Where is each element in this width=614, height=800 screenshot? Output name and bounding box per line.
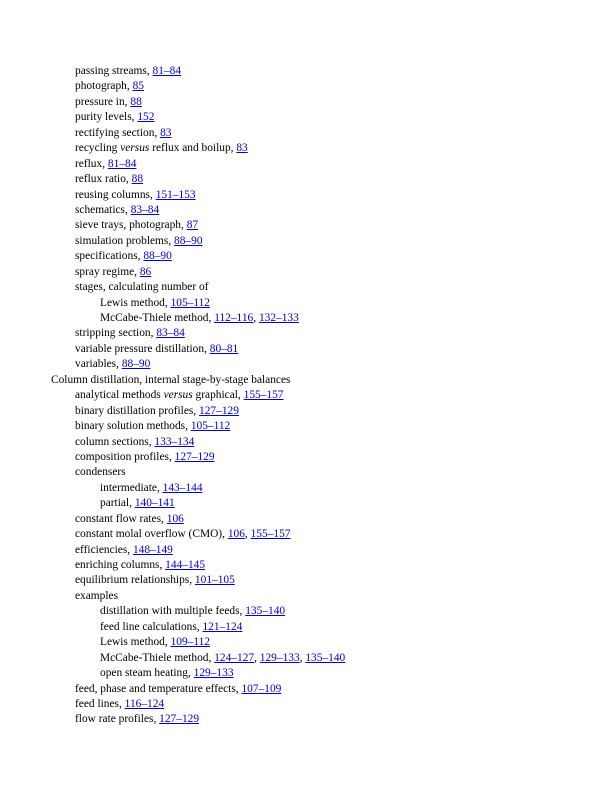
entry-term: partial [100,497,130,510]
index-heading [0,373,614,388]
index-subentry: Lewis method, 105–112 [100,296,211,309]
page-link[interactable]: 83–84 [156,327,185,340]
page-link[interactable]: 83–84 [130,203,160,216]
page-link[interactable]: 155–157 [250,528,291,541]
entry-term: pressure in [75,95,125,108]
page-link[interactable]: 129–133 [193,667,234,680]
index-entry: photograph, 85 [75,80,144,93]
index-subentry: intermediate, 143–144 [100,481,203,494]
page-link[interactable]: 135–140 [305,651,346,664]
page-link[interactable]: 132–133 [258,312,299,324]
page-link[interactable]: 127–129 [174,450,215,463]
entry-term-emphasis: versus [163,389,193,402]
index-page [0,64,614,728]
page-link[interactable]: 85 [132,80,144,93]
index-entry: recycling versus reflux and boilup, 83 [75,142,248,155]
index-entry: constant molal overflow (CMO), 106, 155–157 [75,528,291,541]
entry-term: Lewis method [100,296,165,309]
entry-term: sieve trays, photograph [75,219,181,232]
entry-term: analytical methods [75,389,164,402]
page-link[interactable]: 87 [186,219,199,232]
page-link[interactable]: 112–116 [214,312,254,324]
index-entry: binary solution methods, 105–112 [75,420,231,433]
index-entry: analytical methods versus graphical, 155–157 [75,389,284,402]
page-link[interactable]: 152 [137,111,155,124]
entry-term: column sections [75,435,149,448]
page-link[interactable]: 107–109 [241,682,282,695]
page-link[interactable]: 144–145 [165,559,206,571]
index-subentry: McCabe-Thiele method, 112–116, 132–133 [100,312,299,324]
entry-term: examples [75,589,119,602]
entry-term: binary distillation profiles [75,404,194,417]
page-link[interactable]: 106 [166,512,184,525]
entry-term: feed lines [75,697,119,710]
entry-term: reflux ratio [75,173,126,186]
page-link[interactable]: 83 [160,126,172,139]
entry-term: specifications [75,250,138,263]
index-entry: flow rate profiles, 127–129 [75,713,200,726]
entry-term: graphical [192,389,238,402]
index-subentry: Lewis method, 109–112 [100,636,211,649]
index-entry: reusing columns, 151–153 [75,188,196,201]
entry-term: intermediate [100,481,157,494]
page-link[interactable]: 105–112 [170,296,211,309]
entry-term: schematics [75,203,125,216]
entry-term: flow rate profiles [75,713,154,726]
entry-term: spray regime [75,265,135,278]
entry-term: binary solution methods [75,420,186,433]
index-subentry: distillation with multiple feeds, 135–140 [100,605,286,618]
index-entry: efficiencies, 148–149 [75,543,173,556]
entry-term: variable pressure distillation [75,342,205,355]
index-subentry: partial, 140–141 [100,497,175,510]
page-link[interactable]: 124–127 [214,651,255,664]
entry-term: photograph [75,80,127,93]
entry-term: simulation problems [75,234,169,247]
index-entry: binary distillation profiles, 127–129 [75,404,239,417]
page-link[interactable]: 155–157 [243,389,284,402]
page-link[interactable]: 148–149 [132,543,173,556]
entry-term: McCabe-Thiele method [100,651,209,664]
page-link[interactable]: 129–133 [259,651,300,664]
page-link[interactable]: 86 [139,265,152,278]
index-entry: reflux, 81–84 [75,157,137,170]
index-entry: simulation problems, 88–90 [75,234,203,247]
entry-term: rectifying section [75,126,155,139]
entry-term: McCabe-Thiele method [100,312,209,324]
entry-term: distillation with multiple feeds [100,605,240,618]
entry-term-emphasis: versus [120,142,150,155]
index-entry: feed, phase and temperature effects, 107–109 [75,682,282,695]
entry-term: efficiencies [75,543,128,556]
index-entry [0,280,614,295]
index-entry: composition profiles, 127–129 [75,450,215,463]
entry-term: reusing columns [75,188,150,201]
page-link[interactable]: 105–112 [190,420,231,433]
page-link[interactable]: 101–105 [194,574,235,587]
entry-term: constant molal overflow (CMO) [75,528,223,541]
index-entry: equilibrium relationships, 101–105 [75,574,235,587]
page-link[interactable]: 143–144 [162,481,203,494]
entry-term: condensers [75,466,126,479]
entry-term: reflux and boilup [149,142,231,155]
index-entry: column sections, 133–134 [75,435,195,448]
entry-term: composition profiles [75,450,169,463]
index-entry: spray regime, 86 [75,265,152,278]
page-link[interactable]: 133–134 [154,435,195,448]
index-entry: feed lines, 116–124 [75,697,165,710]
index-subentry: McCabe-Thiele method, 124–127, 129–133, 135–140 [100,651,346,664]
entry-term: purity levels [75,111,132,124]
entry-term: reflux [75,157,103,170]
entry-term: recycling [75,142,121,155]
page-link[interactable]: 151–153 [155,188,196,201]
entry-term: passing streams [75,65,147,77]
entry-term: stages, calculating number of [75,281,209,294]
entry-term: constant flow rates [75,512,162,525]
entry-term: open steam heating [100,667,188,680]
index-entry [0,465,614,480]
entry-term: equilibrium relationships [75,574,190,587]
page-link[interactable]: 88 [130,95,142,108]
page-link[interactable]: 83 [236,142,248,155]
index-entry: constant flow rates, 106 [75,512,184,525]
page-link[interactable]: 135–140 [245,605,286,618]
page-link[interactable]: 121–124 [202,620,243,633]
index-subentry: feed line calculations, 121–124 [100,620,243,633]
page-link[interactable]: 88 [131,173,144,186]
index-entry: rectifying section, 83 [75,126,172,139]
index-entry: purity levels, 152 [75,111,155,124]
index-entry: enriching columns, 144–145 [75,559,206,571]
entry-term: feed, phase and temperature effects [75,682,236,695]
entry-term: feed line calculations [100,620,197,633]
entry-term: enriching columns [75,559,160,571]
entry-term: Lewis method [100,636,165,649]
page-link[interactable]: 88–90 [143,250,172,263]
index-entry: schematics, 83–84 [75,203,160,216]
page-link[interactable]: 127–129 [159,713,200,726]
page-link[interactable]: 88–90 [121,358,151,371]
index-entry: pressure in, 88 [75,95,142,108]
page-link[interactable]: 140–141 [134,497,175,510]
page-link[interactable]: 88–90 [174,234,203,247]
index-entry: variable pressure distillation, 80–81 [75,342,239,355]
index-entry: passing streams, 81–84 [75,65,182,77]
index-entry: reflux ratio, 88 [75,173,144,186]
entry-term: variables [75,358,117,371]
page-link[interactable]: 106 [227,528,245,541]
index-entry: specifications, 88–90 [75,250,172,263]
page-link[interactable]: 81–84 [152,65,182,77]
index-entry: stripping section, 83–84 [75,327,185,340]
page-link[interactable]: 127–129 [199,404,239,417]
page-link[interactable]: 116–124 [124,697,165,710]
page-link[interactable]: 109–112 [170,636,211,649]
index-entry: sieve trays, photograph, 87 [75,219,199,232]
page-link[interactable]: 80–81 [209,342,239,355]
index-entry: variables, 88–90 [75,358,151,371]
index-subentry: open steam heating, 129–133 [100,667,234,680]
page-link[interactable]: 81–84 [107,157,137,170]
index-entry [0,589,614,604]
entry-term: stripping section [75,327,151,340]
entry-term: Column distillation, internal stage-by-stage balances [51,373,291,386]
